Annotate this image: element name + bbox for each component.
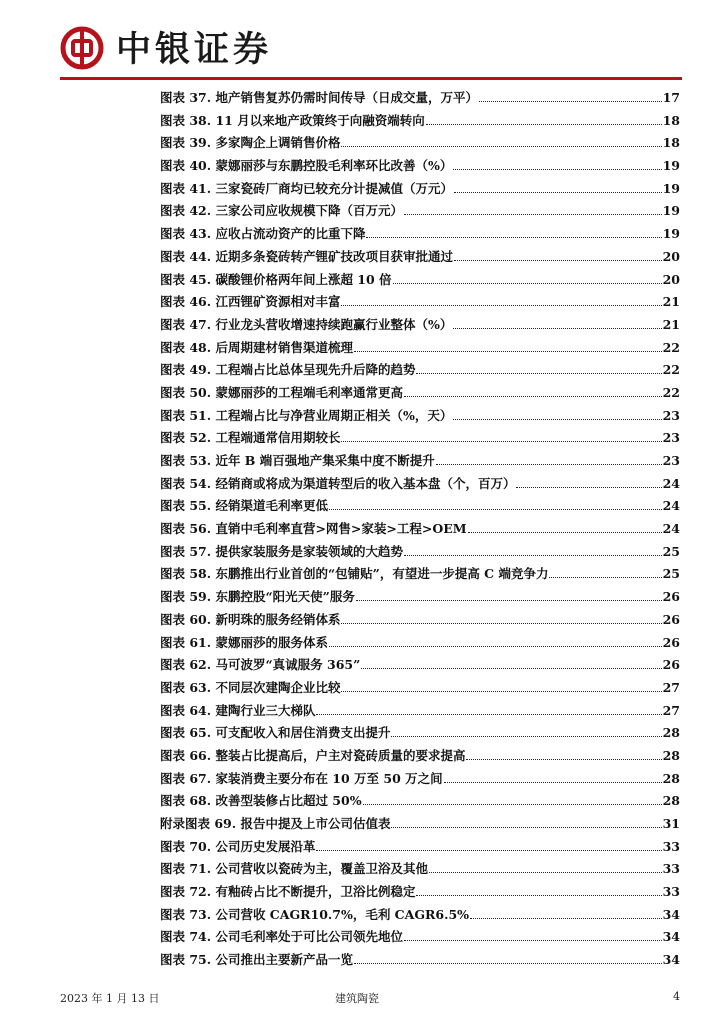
toc-entry[interactable] [160, 905, 680, 928]
toc-entry-title: 附录图表 69. 报告中提及上市公司估值表 [160, 816, 391, 831]
toc-entry-page: 33 [662, 861, 680, 877]
toc-entry-page: 27 [662, 702, 680, 718]
toc-entry-title: 图表 54. 经销商或将成为渠道转型后的收入基本盘（个，百万） [160, 475, 516, 491]
toc-entry[interactable] [160, 292, 680, 315]
toc-entry[interactable] [160, 655, 680, 678]
toc-entry-title: 图表 45. 碳酸锂价格两年间上涨超 10 倍 [160, 271, 392, 287]
toc-entry-page: 20 [662, 271, 680, 287]
toc-dot-leader [354, 342, 662, 352]
toc-entry-page: 21 [662, 294, 680, 310]
toc-entry-page: 24 [662, 498, 680, 514]
toc-entry-title: 图表 40. 蒙娜丽莎与东鹏控股毛利率环比改善（%） [160, 158, 453, 174]
toc-entry-page: 22 [662, 339, 680, 355]
toc-entry[interactable] [160, 224, 680, 247]
toc-dot-leader [404, 206, 662, 216]
toc-dot-leader [426, 115, 662, 125]
toc-entry-title: 图表 56. 直销中毛利率直营>网售>家装>工程>OEM [160, 521, 467, 537]
brand-name: 中银证券 [116, 30, 273, 70]
toc-entry-title: 图表 41. 三家瓷砖厂商均已较充分计提减值（万元） [160, 180, 453, 196]
toc-entry[interactable] [160, 678, 680, 701]
toc-entry-page: 21 [662, 316, 680, 332]
toc-entry-page: 22 [662, 362, 680, 378]
figure-list [160, 88, 680, 973]
toc-entry-page: 24 [662, 521, 680, 537]
toc-entry[interactable] [160, 519, 680, 542]
toc-entry-title: 图表 50. 蒙娜丽莎的工程端毛利率通常更高 [160, 384, 403, 400]
toc-entry-page: 19 [662, 226, 680, 242]
toc-entry-title: 图表 62. 马可波罗“真诚服务 365” [160, 657, 361, 673]
toc-entry-title: 图表 43. 应收占流动资产的比重下降 [160, 226, 366, 242]
toc-entry[interactable] [160, 406, 680, 429]
toc-entry-page: 25 [662, 543, 680, 559]
toc-entry-title: 图表 49. 工程端占比总体呈现先升后降的趋势 [160, 362, 416, 378]
toc-entry-page: 23 [662, 430, 680, 446]
toc-entry[interactable] [160, 542, 680, 565]
toc-dot-leader [549, 569, 661, 579]
toc-entry-page: 26 [662, 611, 680, 627]
toc-dot-leader [329, 637, 662, 647]
toc-dot-leader [416, 886, 661, 896]
toc-entry-page: 20 [662, 248, 680, 264]
toc-entry[interactable] [160, 88, 680, 111]
toc-entry[interactable] [160, 451, 680, 474]
toc-entry[interactable] [160, 383, 680, 406]
toc-entry[interactable] [160, 156, 680, 179]
toc-dot-leader [329, 501, 662, 511]
toc-entry-title: 图表 75. 公司推出主要新产品一览 [160, 952, 353, 968]
toc-dot-leader [516, 478, 661, 488]
toc-entry-title: 图表 57. 提供家装服务是家装领域的大趋势 [160, 543, 403, 559]
toc-entry-page: 19 [662, 203, 680, 219]
toc-entry-page: 28 [662, 793, 680, 809]
page-header [0, 0, 724, 82]
toc-dot-leader [444, 773, 662, 783]
toc-entry-page: 26 [662, 589, 680, 605]
toc-entry-page: 34 [662, 906, 680, 922]
toc-entry-title: 图表 65. 可支配收入和居住消费支出提升 [160, 725, 391, 741]
toc-entry-title: 图表 44. 近期多条瓷砖转产锂矿技改项目获审批通过 [160, 248, 453, 264]
toc-entry[interactable] [160, 587, 680, 610]
toc-entry-title: 图表 46. 江西锂矿资源相对丰富 [160, 294, 341, 310]
toc-dot-leader [341, 296, 661, 306]
toc-entry[interactable] [160, 791, 680, 814]
toc-dot-leader [453, 410, 661, 420]
toc-entry[interactable] [160, 338, 680, 361]
toc-entry-page: 33 [662, 838, 680, 854]
toc-entry-title: 图表 73. 公司营收 CAGR10.7%，毛利 CAGR6.5% [160, 906, 470, 922]
toc-entry[interactable] [160, 111, 680, 134]
toc-entry-title: 图表 58. 东鹏推出行业首创的“包铺贴”，有望进一步提高 C 端竞争力 [160, 566, 549, 582]
toc-entry[interactable] [160, 201, 680, 224]
toc-entry-page: 17 [662, 90, 680, 105]
toc-dot-leader [354, 954, 662, 964]
toc-entry-page: 31 [662, 816, 680, 831]
toc-entry-page: 34 [662, 952, 680, 968]
report-section: 建筑陶瓷 [335, 992, 379, 1005]
toc-entry[interactable] [160, 474, 680, 497]
toc-entry[interactable] [160, 950, 680, 973]
toc-entry[interactable] [160, 633, 680, 656]
toc-entry-page: 19 [662, 180, 680, 196]
toc-entry-page: 25 [662, 566, 680, 582]
toc-entry-title: 图表 48. 后周期建材销售渠道梳理 [160, 339, 353, 355]
toc-dot-leader [454, 183, 662, 193]
toc-entry[interactable] [160, 428, 680, 451]
toc-entry-page: 18 [662, 135, 680, 151]
toc-dot-leader [366, 228, 661, 238]
toc-entry-page: 26 [662, 657, 680, 673]
toc-dot-leader [341, 138, 661, 148]
toc-dot-leader [470, 909, 662, 919]
toc-dot-leader [316, 705, 661, 715]
toc-dot-leader [393, 274, 662, 284]
toc-entry-title: 图表 66. 整装占比提高后，户主对瓷砖质量的要求提高 [160, 747, 466, 763]
toc-dot-leader [361, 659, 661, 669]
toc-dot-leader [454, 251, 662, 261]
toc-dot-leader [404, 387, 662, 397]
toc-entry[interactable] [160, 564, 680, 587]
toc-dot-leader [453, 160, 661, 170]
toc-entry-title: 图表 59. 东鹏控股“阳光天使”服务 [160, 589, 355, 605]
toc-entry[interactable] [160, 247, 680, 270]
toc-dot-leader [416, 365, 661, 375]
toc-entry[interactable] [160, 746, 680, 769]
toc-dot-leader [436, 455, 662, 465]
toc-entry-title: 图表 52. 工程端通常信用期较长 [160, 430, 341, 446]
toc-entry-title: 图表 55. 经销渠道毛利率更低 [160, 498, 328, 514]
toc-dot-leader [404, 932, 662, 942]
toc-entry[interactable] [160, 769, 680, 792]
toc-entry-title: 图表 71. 公司营收以瓷砖为主，覆盖卫浴及其他 [160, 861, 428, 877]
toc-entry-page: 18 [662, 112, 680, 128]
toc-entry-page: 34 [662, 929, 680, 945]
report-date: 2023 年 1 月 13 日 [60, 992, 160, 1005]
toc-entry-page: 24 [662, 475, 680, 491]
toc-entry[interactable] [160, 814, 680, 837]
toc-entry[interactable] [160, 315, 680, 338]
toc-entry-page: 23 [662, 453, 680, 468]
toc-entry[interactable] [160, 496, 680, 519]
toc-entry-page: 27 [662, 679, 680, 695]
toc-dot-leader [468, 523, 662, 533]
toc-entry[interactable] [160, 882, 680, 905]
toc-entry-title: 图表 61. 蒙娜丽莎的服务体系 [160, 634, 328, 650]
toc-dot-leader [363, 796, 662, 806]
toc-entry-title: 图表 64. 建陶行业三大梯队 [160, 702, 316, 718]
toc-entry[interactable] [160, 610, 680, 633]
toc-entry-title: 图表 47. 行业龙头营收增速持续跑赢行业整体（%） [160, 316, 453, 332]
toc-entry[interactable] [160, 179, 680, 202]
header-divider [60, 77, 682, 80]
page-number: 4 [673, 990, 680, 1003]
toc-dot-leader [341, 614, 661, 624]
toc-entry[interactable] [160, 701, 680, 724]
toc-entry-page: 33 [662, 884, 680, 900]
toc-dot-leader [404, 546, 662, 556]
toc-dot-leader [479, 92, 662, 102]
toc-entry-title: 图表 70. 公司历史发展沿革 [160, 838, 316, 854]
toc-entry[interactable] [160, 360, 680, 383]
toc-dot-leader [391, 728, 661, 738]
toc-entry[interactable] [160, 837, 680, 860]
toc-entry-page: 28 [662, 725, 680, 741]
toc-dot-leader [453, 319, 661, 329]
toc-entry-title: 图表 37. 地产销售复苏仍需时间传导（日成交量，万平） [160, 90, 478, 105]
toc-entry-page: 22 [662, 384, 680, 400]
toc-entry-title: 图表 68. 改善型装修占比超过 50% [160, 793, 362, 809]
toc-entry-page: 28 [662, 747, 680, 763]
toc-entry-title: 图表 39. 多家陶企上调销售价格 [160, 135, 341, 151]
toc-entry-title: 图表 60. 新明珠的服务经销体系 [160, 611, 341, 627]
toc-entry-page: 19 [662, 158, 680, 174]
toc-dot-leader [391, 818, 661, 828]
toc-dot-leader [341, 433, 661, 443]
toc-entry-title: 图表 53. 近年 B 端百强地产集采集中度不断提升 [160, 453, 435, 468]
toc-entry[interactable] [160, 859, 680, 882]
toc-entry-title: 图表 42. 三家公司应收规模下降（百万元） [160, 203, 403, 219]
toc-entry[interactable] [160, 270, 680, 293]
toc-entry-page: 26 [662, 634, 680, 650]
bank-of-china-logo-icon [60, 26, 104, 70]
toc-entry[interactable] [160, 133, 680, 156]
toc-entry[interactable] [160, 723, 680, 746]
toc-entry-title: 图表 38. 11 月以来地产政策终于向融资端转向 [160, 112, 425, 128]
toc-dot-leader [429, 864, 662, 874]
toc-entry-title: 图表 67. 家装消费主要分布在 10 万至 50 万之间 [160, 770, 443, 786]
toc-dot-leader [341, 682, 661, 692]
toc-dot-leader [316, 841, 661, 851]
toc-entry-title: 图表 74. 公司毛利率处于可比公司领先地位 [160, 929, 403, 945]
toc-entry-page: 28 [662, 770, 680, 786]
toc-dot-leader [356, 591, 662, 601]
toc-entry[interactable] [160, 927, 680, 950]
toc-dot-leader [466, 750, 661, 760]
toc-entry-title: 图表 72. 有釉砖占比不断提升，卫浴比例稳定 [160, 884, 416, 900]
toc-entry-title: 图表 51. 工程端占比与净营业周期正相关（%，天） [160, 407, 453, 423]
toc-entry-title: 图表 63. 不同层次建陶企业比较 [160, 679, 341, 695]
toc-entry-page: 23 [662, 407, 680, 423]
